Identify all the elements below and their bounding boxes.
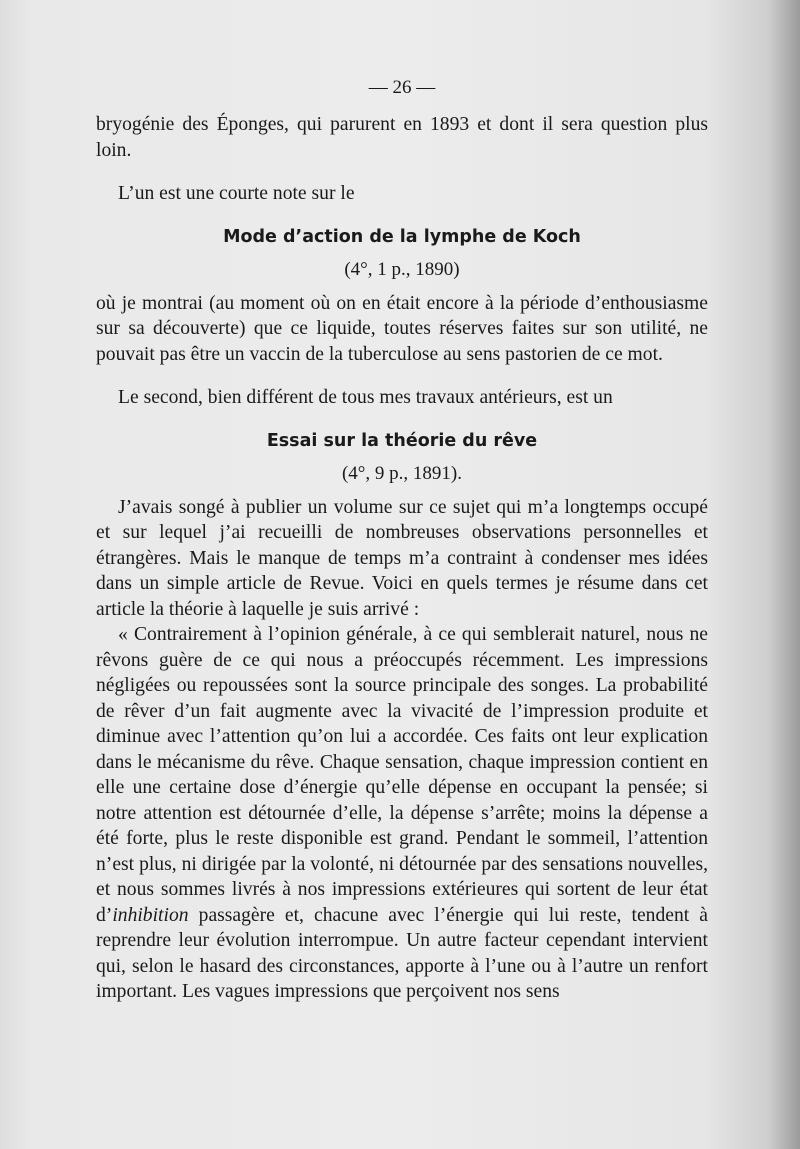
section-heading-koch: Mode d’action de la lymphe de Koch bbox=[223, 226, 581, 247]
paragraph-dream-quote bbox=[96, 622, 708, 1005]
paragraph-continuation: bryogénie des Éponges, qui parurent en 1893 et dont il sera question plus loin. bbox=[96, 114, 708, 161]
quote-text-part-1: « Contrairement à l’opinion générale, à ce qui semblerait naturel, nous ne rêvons guère de ce qui nous a préoccupés récemment. Les impressions négligées ou repoussées sont la source principale des songes. La probabilité de rêver d’un fait augmente avec la vivacité de l’impression produite et diminue avec l’attention qu’on lui a accordée. Ces faits ont leur explication dans le mécanisme du rêve. Chaque sensation, chaque impression contient en elle une certaine dose d’énergie qu’elle dépense en occupant la pensée; si notre attention est détournée d’elle, la dépense s’arrête; moins la dépense a été forte, plus le reste disponible est grand. Pendant le sommeil, l’attention n’est plus, ni dirigée par la volonté, ni détournée par des sensations nouvelles, et nous sommes livrés à nos impressions extérieures qui sortent de leur état d’ bbox=[96, 624, 708, 926]
paragraph-dream-book: J’avais songé à publier un volume sur ce sujet qui m’a longtemps occupé et sur lequel j’ai recueilli de nombreuses observations personnelles et étrangères. Mais le manque de temps m’a contraint à condenser mes idées dans un simple article de Revue. Voici en quels termes je résume dans cet article la théorie à laquelle je suis arrivé : bbox=[96, 496, 708, 620]
publication-info-dream: (4°, 9 p., 1891). bbox=[341, 462, 462, 484]
page-number: — 26 — bbox=[368, 77, 436, 98]
paragraph-intro-essay: Le second, bien différent de tous mes travaux antérieurs, est un bbox=[118, 387, 613, 408]
quote-italic-term: inhibition bbox=[112, 904, 189, 926]
paragraph-koch-description: où je montrai (au moment où on en était encore à la période d’enthousiasme sur sa découverte) que ce liquide, toutes réserves faites sur son utilité, ne pouvait pas être un vaccin de la tuberculose au sens pastorien de ce mot. bbox=[96, 292, 708, 365]
section-heading-dream: Essai sur la théorie du rêve bbox=[266, 430, 538, 451]
paragraph-intro-note: L’un est une courte note sur le bbox=[118, 183, 355, 204]
quote-text-part-2: passagère et, chacune avec l’énergie qui lui reste, tendent à reprendre leur évolution interrompue. Un autre facteur cependant intervient qui, selon le hasard des circonstances, apporte à l’une ou à l’autre un renfort important. Les vagues impressions que perçoivent nos sens bbox=[96, 904, 708, 1002]
publication-info-koch: (4°, 1 p., 1890) bbox=[344, 258, 460, 280]
text-block bbox=[96, 74, 708, 1005]
